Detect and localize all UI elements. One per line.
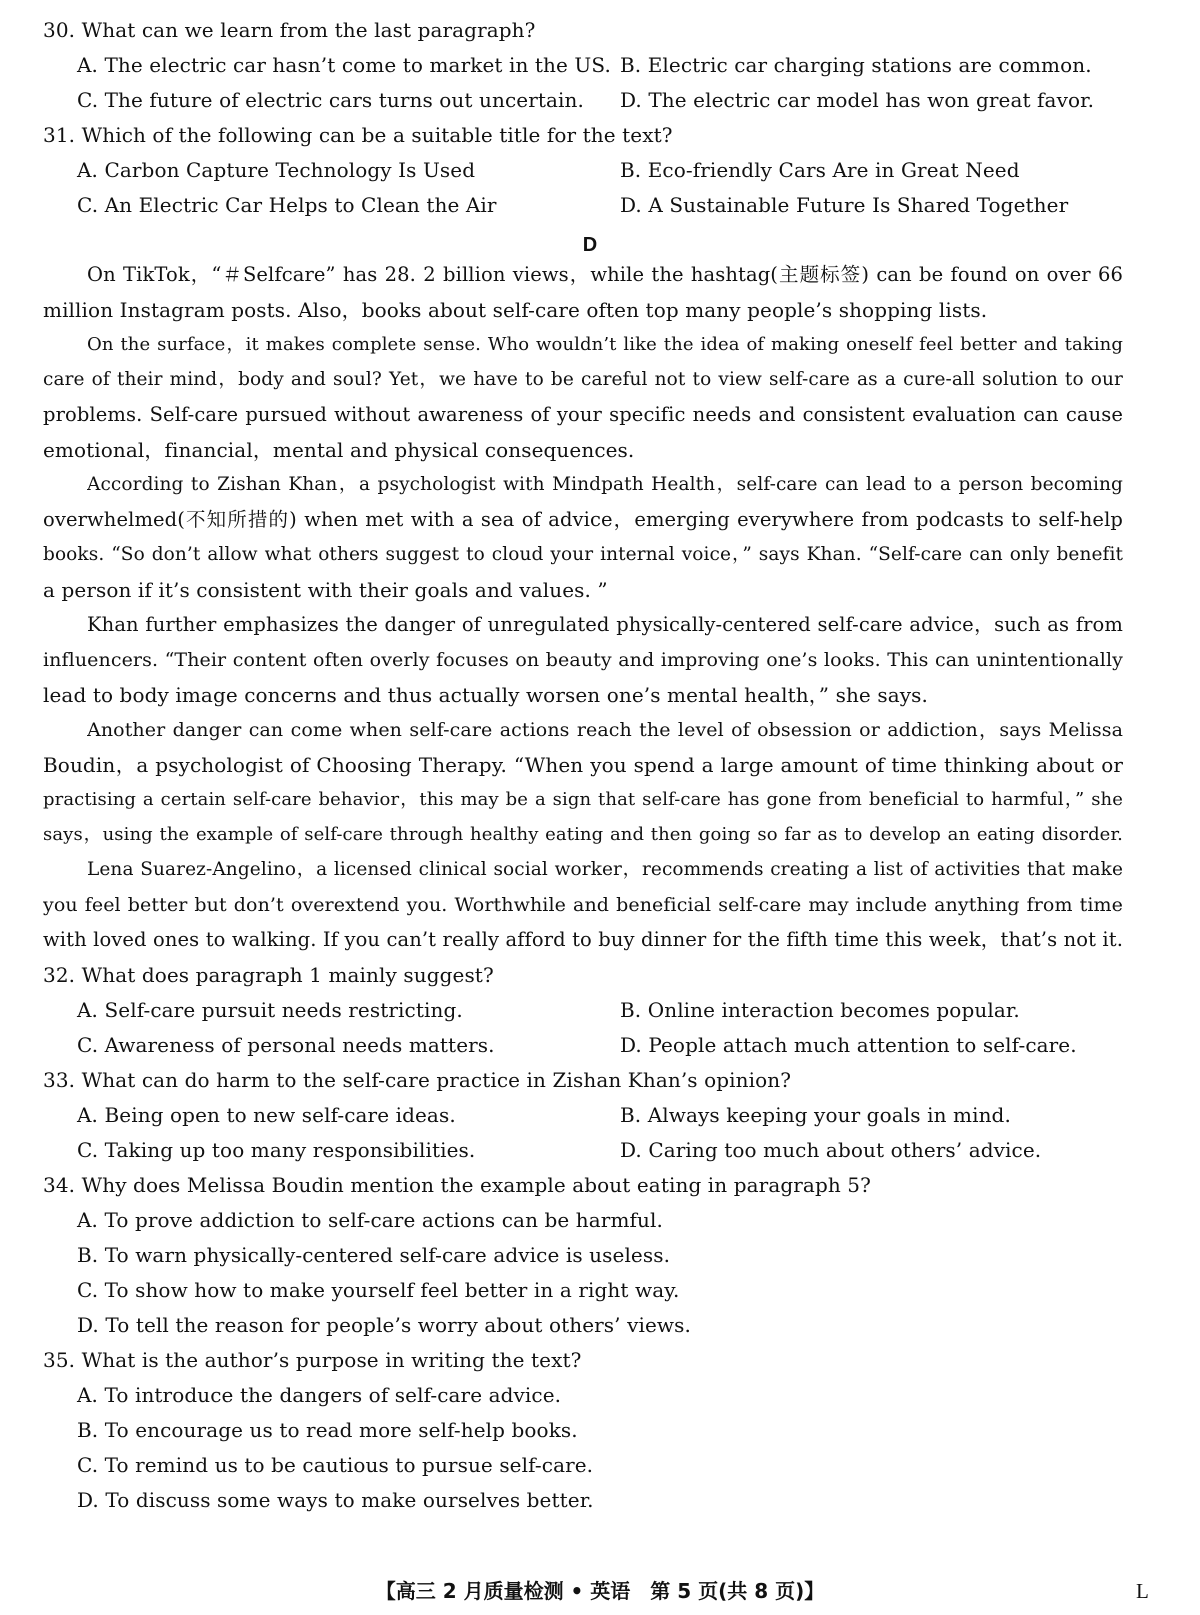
q31-stem: 31. Which of the following can be a suitable title for the text? bbox=[43, 123, 673, 147]
q33-option-a: A. Being open to new self-care ideas. bbox=[77, 1103, 456, 1127]
passage-p3-line3: books. “So don’t allow what others suggest to cloud your internal voice，” says Khan. “Self-care can only benefit bbox=[43, 544, 1123, 565]
passage-p1-line1: On TikTok，“＃Selfcare” has 28. 2 billion views，while the hashtag(主题标签) can be found on over 66 bbox=[87, 263, 1123, 286]
q31-option-b: B. Eco-friendly Cars Are in Great Need bbox=[620, 158, 1020, 182]
passage-p2-line1: On the surface，it makes complete sense. Who wouldn’t like the idea of making oneself feel better and taking bbox=[87, 334, 1123, 355]
q32-option-c: C. Awareness of personal needs matters. bbox=[77, 1033, 495, 1057]
q35-stem: 35. What is the author’s purpose in writing the text? bbox=[43, 1348, 582, 1372]
q32-option-b: B. Online interaction becomes popular. bbox=[620, 998, 1020, 1022]
q32-stem: 32. What does paragraph 1 mainly suggest? bbox=[43, 963, 494, 987]
q35-option-d: D. To discuss some ways to make ourselves better. bbox=[77, 1488, 594, 1512]
passage-p3-line4: a person if it’s consistent with their goals and values. ” bbox=[43, 578, 608, 602]
section-heading: D bbox=[582, 234, 598, 256]
passage-p5-line4: says，using the example of self-care through healthy eating and then going so far as to develop an eating disorder. bbox=[43, 824, 1123, 845]
q33-option-c: C. Taking up too many responsibilities. bbox=[77, 1138, 476, 1162]
q33-option-b: B. Always keeping your goals in mind. bbox=[620, 1103, 1011, 1127]
footer-version-letter: L bbox=[1136, 1579, 1149, 1603]
q31-option-d: D. A Sustainable Future Is Shared Together bbox=[620, 193, 1069, 217]
passage-p3-line2: overwhelmed(不知所措的) when met with a sea of advice，emerging everywhere from podcasts to self-help bbox=[43, 508, 1123, 531]
q30-option-a: A. The electric car hasn’t come to market in the US. bbox=[77, 53, 611, 77]
q34-option-d: D. To tell the reason for people’s worry about others’ views. bbox=[77, 1313, 691, 1337]
q30-stem: 30. What can we learn from the last paragraph? bbox=[43, 18, 536, 42]
passage-p6-line1: Lena Suarez-Angelino，a licensed clinical social worker，recommends creating a list of activities that make bbox=[87, 859, 1123, 880]
q32-option-d: D. People attach much attention to self-care. bbox=[620, 1033, 1077, 1057]
q30-option-c: C. The future of electric cars turns out uncertain. bbox=[77, 88, 584, 112]
passage-p2-line3: problems. Self-care pursued without awareness of your specific needs and consistent evaluation can cause bbox=[43, 403, 1123, 426]
q33-option-d: D. Caring too much about others’ advice. bbox=[620, 1138, 1042, 1162]
passage-p5-line2: Boudin，a psychologist of Choosing Therapy. “When you spend a large amount of time thinking about or bbox=[43, 753, 1123, 777]
q34-option-a: A. To prove addiction to self-care actions can be harmful. bbox=[77, 1208, 663, 1232]
passage-p2-line2: care of their mind，body and soul? Yet，we have to be careful not to view self-care as a cure-all solution to our bbox=[43, 369, 1123, 390]
passage-p1-line2: million Instagram posts. Also，books about self-care often top many people’s shopping lists. bbox=[43, 298, 988, 322]
q35-option-a: A. To introduce the dangers of self-care advice. bbox=[77, 1383, 562, 1407]
q32-option-a: A. Self-care pursuit needs restricting. bbox=[77, 998, 463, 1022]
passage-p3-line1: According to Zishan Khan，a psychologist with Mindpath Health，self-care can lead to a person becoming bbox=[87, 474, 1123, 495]
passage-p2-line4: emotional，financial，mental and physical consequences. bbox=[43, 438, 635, 462]
q30-option-d: D. The electric car model has won great favor. bbox=[620, 88, 1095, 112]
q34-option-b: B. To warn physically-centered self-care advice is useless. bbox=[77, 1243, 671, 1267]
q35-option-b: B. To encourage us to read more self-help books. bbox=[77, 1418, 578, 1442]
q35-option-c: C. To remind us to be cautious to pursue self-care. bbox=[77, 1453, 594, 1477]
passage-p4-line1: Khan further emphasizes the danger of unregulated physically-centered self-care advice，such as from bbox=[87, 613, 1123, 636]
passage-p6-line3: with loved ones to walking. If you can’t really afford to buy dinner for the fifth time this week，that’s not it. bbox=[43, 928, 1123, 951]
q31-option-c: C. An Electric Car Helps to Clean the Air bbox=[77, 193, 497, 217]
passage-p6-line2: you feel better but don’t overextend you. Worthwhile and beneficial self-care may include anything from time bbox=[43, 894, 1123, 916]
page-footer: 【高三 2 月质量检测 • 英语 第 5 页(共 8 页)】 bbox=[375, 1579, 825, 1603]
passage-p4-line2: influencers. “Their content often overly focuses on beauty and improving one’s looks. This can unintentionally bbox=[43, 649, 1123, 671]
q34-option-c: C. To show how to make yourself feel better in a right way. bbox=[77, 1278, 680, 1302]
passage-p5-line1: Another danger can come when self-care actions reach the level of obsession or addiction，says Melissa bbox=[87, 719, 1123, 741]
q34-stem: 34. Why does Melissa Boudin mention the example about eating in paragraph 5? bbox=[43, 1173, 871, 1197]
passage-p4-line3: lead to body image concerns and thus actually worsen one’s mental health，” she says. bbox=[43, 683, 928, 707]
q33-stem: 33. What can do harm to the self-care practice in Zishan Khan’s opinion? bbox=[43, 1068, 792, 1092]
passage-p5-line3: practising a certain self-care behavior，this may be a sign that self-care has gone from beneficial to harmful，” she bbox=[43, 789, 1123, 810]
q31-option-a: A. Carbon Capture Technology Is Used bbox=[77, 158, 476, 182]
q30-option-b: B. Electric car charging stations are common. bbox=[620, 53, 1092, 77]
